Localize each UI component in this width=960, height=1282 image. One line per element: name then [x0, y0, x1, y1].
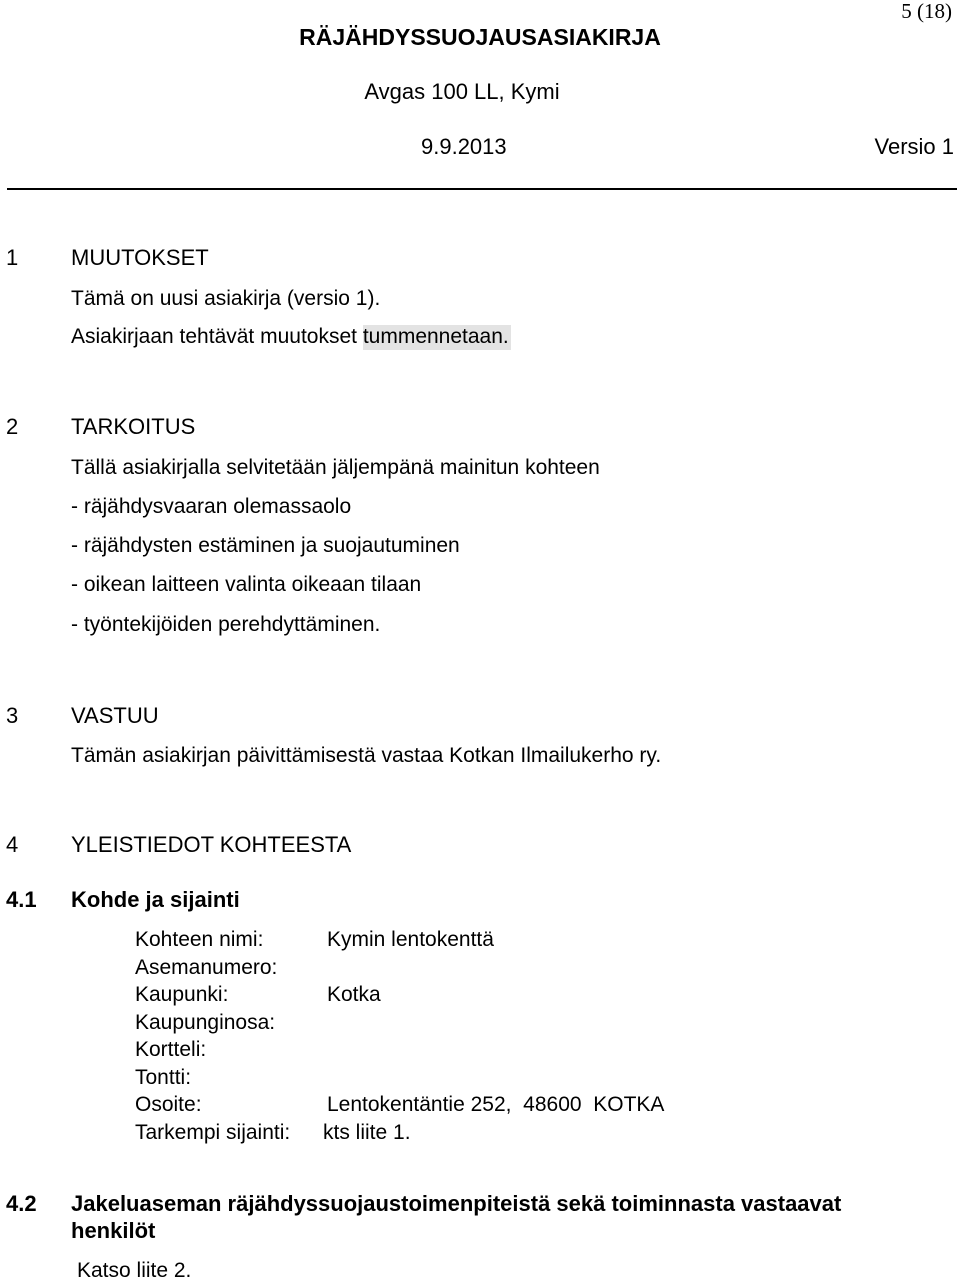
highlighted-text: tummennetaan.	[362, 325, 509, 348]
document-version: Versio 1	[874, 134, 954, 159]
paragraph: Katso liite 2.	[77, 1259, 192, 1282]
section-title: VASTUU	[71, 703, 159, 728]
field-value: kts liite 1.	[323, 1121, 411, 1144]
field-label: Tarkempi sijainti:	[135, 1121, 291, 1144]
subsection-title: Jakeluaseman räjähdyssuojaustoimenpiteistä sekä toiminnasta vastaavat	[71, 1191, 842, 1216]
page-number: 5 (18)	[901, 0, 952, 23]
section-number: 2	[6, 414, 19, 439]
field-label: Kortteli:	[135, 1038, 207, 1061]
list-item: - räjähdysten estäminen ja suojautuminen	[71, 534, 460, 557]
list-item: - työntekijöiden perehdyttäminen.	[71, 613, 381, 636]
section-number: 3	[6, 703, 19, 728]
paragraph: Tällä asiakirjalla selvitetään jäljempänä mainitun kohteen	[71, 456, 600, 479]
field-value: Kotka	[327, 983, 381, 1006]
list-item: - oikean laitteen valinta oikeaan tilaan	[71, 573, 422, 596]
subsection-number: 4.2	[6, 1191, 37, 1216]
section-title: MUUTOKSET	[71, 245, 209, 270]
header-divider	[7, 188, 957, 190]
section-title: YLEISTIEDOT KOHTEESTA	[71, 832, 352, 857]
paragraph-text: Asiakirjaan tehtävät muutokset	[71, 325, 357, 348]
subsection-title: Kohde ja sijainti	[71, 887, 240, 912]
section-number: 1	[6, 245, 19, 270]
document-title: RÄJÄHDYSSUOJAUSASIAKIRJA	[299, 24, 661, 50]
section-title: TARKOITUS	[71, 414, 196, 439]
document-subtitle: Avgas 100 LL, Kymi	[364, 79, 560, 104]
section-number: 4	[6, 832, 19, 857]
list-item: - räjähdysvaaran olemassaolo	[71, 495, 352, 518]
subsection-title: henkilöt	[71, 1218, 156, 1243]
field-value: Lentokentäntie 252, 48600 KOTKA	[327, 1093, 665, 1116]
document-date: 9.9.2013	[421, 134, 507, 159]
paragraph: Tämän asiakirjan päivittämisestä vastaa Kotkan Ilmailukerho ry.	[71, 744, 662, 767]
field-value: Kymin lentokenttä	[327, 928, 494, 951]
field-label: Kaupunki:	[135, 983, 229, 1006]
field-label: Kaupunginosa:	[135, 1011, 276, 1034]
paragraph	[71, 326, 511, 347]
field-label: Tontti:	[135, 1066, 192, 1089]
field-label: Kohteen nimi:	[135, 928, 264, 951]
subsection-number: 4.1	[6, 887, 37, 912]
field-label: Osoite:	[135, 1093, 202, 1116]
paragraph: Tämä on uusi asiakirja (versio 1).	[71, 287, 381, 310]
field-label: Asemanumero:	[135, 956, 278, 979]
